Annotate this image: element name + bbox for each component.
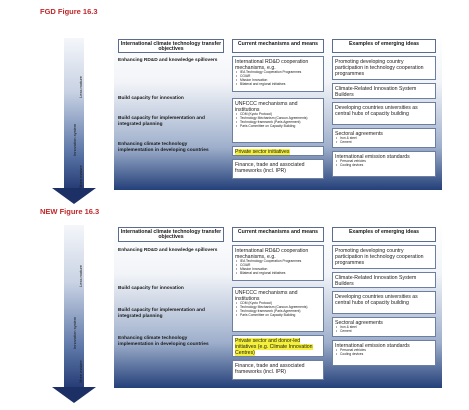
axis-label: Innovation system bbox=[72, 316, 77, 349]
idea-universities-box: Developing countries universities as central hubs of capacity building bbox=[332, 102, 436, 125]
list-item: • Paris Committee on Capacity Building bbox=[235, 125, 321, 129]
mechanism-private-text: Private sector initiatives bbox=[235, 148, 290, 155]
mechanism-rdd-title: International RD&D cooperation mechanisms, e.g. bbox=[235, 247, 309, 260]
objective-developing: Enhancing climate technology implementation in developing countries bbox=[118, 142, 209, 153]
idea-sectoral-list bbox=[335, 326, 433, 334]
list-item: • Iron & steel bbox=[335, 137, 433, 141]
objective-innovation: Build capacity for innovation bbox=[118, 286, 184, 291]
mechanism-rdd-list bbox=[235, 260, 321, 275]
mechanism-rdd-title: International RD&D cooperation mechanisms, e.g. bbox=[235, 58, 309, 71]
idea-emission-list bbox=[335, 160, 433, 168]
list-item: • CGIAR bbox=[235, 75, 321, 79]
idea-emission-list bbox=[335, 349, 433, 357]
idea-sectoral-box bbox=[332, 128, 436, 148]
list-item: • Technology framework (Paris Agreement) bbox=[235, 121, 321, 125]
list-item: • Cooling devices bbox=[335, 353, 433, 357]
list-item: • Bilateral and regional initiatives bbox=[235, 272, 321, 276]
maturity-arrow bbox=[52, 225, 96, 405]
header-objectives: International climate technology transfer objectives bbox=[118, 39, 224, 53]
mechanism-private-text: Private sector and donor-led initiatives (e.g. Climate Innovation Centres) bbox=[235, 337, 313, 356]
list-item: • Technology Mechanism (Cancun Agreements) bbox=[235, 306, 321, 310]
header-mechanisms: Current mechanisms and means bbox=[232, 39, 324, 53]
idea-promoting-box: Promoting developing country participation in technology cooperation programmes bbox=[332, 56, 436, 80]
list-item: • CDM (Kyoto Protocol) bbox=[235, 302, 321, 306]
idea-sectoral-list bbox=[335, 137, 433, 145]
mechanism-unfccc-list bbox=[235, 302, 321, 317]
idea-sectoral-title: Sectoral agreements bbox=[335, 319, 383, 326]
axis-bottom-label: More mature bbox=[78, 165, 83, 188]
mechanism-finance-box bbox=[232, 360, 324, 380]
idea-builders-box: Climate-Related Innovation System Builders bbox=[332, 83, 436, 99]
list-item: • Mission Innovation bbox=[235, 79, 321, 83]
objective-innovation: Build capacity for innovation bbox=[118, 96, 184, 101]
header-mechanisms: Current mechanisms and means bbox=[232, 227, 324, 242]
list-item: • Personal vehicles bbox=[335, 349, 433, 353]
mechanism-private-box bbox=[232, 335, 324, 357]
idea-emission-title: International emission standards bbox=[335, 342, 410, 349]
header-objectives: International climate technology transfer objectives bbox=[118, 227, 224, 242]
mechanism-unfccc-box bbox=[232, 287, 324, 332]
mechanism-unfccc-box bbox=[232, 98, 324, 143]
idea-promoting-box: Promoting developing country participation in technology cooperation programmes bbox=[332, 245, 436, 269]
mechanism-unfccc-list bbox=[235, 113, 321, 128]
objective-rdd: Enhancing RD&D and knowledge spillovers bbox=[118, 58, 218, 63]
list-item: • Cement bbox=[335, 330, 433, 334]
figure-label: NEW Figure 16.3 bbox=[40, 207, 100, 216]
axis-bottom-label: More mature bbox=[78, 360, 83, 383]
list-item: • Cement bbox=[335, 141, 433, 145]
axis-top-label: Less mature bbox=[78, 264, 83, 287]
objective-developing: Enhancing climate technology implementation in developing countries bbox=[118, 336, 209, 347]
list-item: • CGIAR bbox=[235, 264, 321, 268]
list-item: • Technology Mechanism (Cancun Agreements) bbox=[235, 117, 321, 121]
list-item: • Paris Committee on Capacity Building bbox=[235, 314, 321, 318]
idea-universities-box: Developing countries universities as central hubs of capacity building bbox=[332, 291, 436, 314]
maturity-arrow bbox=[52, 38, 96, 206]
arrow-head bbox=[52, 387, 96, 403]
idea-emission-title: International emission standards bbox=[335, 153, 410, 160]
figure-new bbox=[0, 205, 469, 410]
idea-emission-box bbox=[332, 151, 436, 177]
mechanism-rdd-list bbox=[235, 71, 321, 86]
arrow-head bbox=[52, 188, 96, 204]
list-item: • Mission Innovation bbox=[235, 268, 321, 272]
idea-emission-box bbox=[332, 340, 436, 366]
mechanism-unfccc-title: UNFCCC mechanisms and institutions bbox=[235, 289, 298, 302]
header-ideas: Examples of emerging ideas bbox=[332, 227, 436, 242]
mechanism-private-box bbox=[232, 146, 324, 156]
figure-label: FGD Figure 16.3 bbox=[40, 7, 98, 16]
list-item: • CDM (Kyoto Protocol) bbox=[235, 113, 321, 117]
figure-panel bbox=[114, 224, 442, 388]
list-item: • IEA Technology Cooperation Programmes bbox=[235, 71, 321, 75]
idea-sectoral-box bbox=[332, 317, 436, 337]
idea-builders-box: Climate-Related Innovation System Builders bbox=[332, 272, 436, 288]
axis-top-label: Less mature bbox=[78, 75, 83, 98]
mechanism-finance-text: Finance, trade and associated frameworks (incl. IPR) bbox=[235, 362, 305, 375]
objective-rdd: Enhancing RD&D and knowledge spillovers bbox=[118, 248, 218, 253]
header-ideas: Examples of emerging ideas bbox=[332, 39, 436, 53]
figure-panel bbox=[114, 36, 442, 190]
objective-implementation: Build capacity for implementation and integrated planning bbox=[118, 308, 205, 319]
list-item: • IEA Technology Cooperation Programmes bbox=[235, 260, 321, 264]
list-item: • Iron & steel bbox=[335, 326, 433, 330]
idea-sectoral-title: Sectoral agreements bbox=[335, 130, 383, 137]
list-item: • Cooling devices bbox=[335, 164, 433, 168]
figure-fgd bbox=[0, 0, 469, 200]
mechanism-rdd-box bbox=[232, 56, 324, 92]
mechanism-unfccc-title: UNFCCC mechanisms and institutions bbox=[235, 100, 298, 113]
list-item: • Personal vehicles bbox=[335, 160, 433, 164]
mechanism-finance-text: Finance, trade and associated frameworks (incl. IPR) bbox=[235, 161, 305, 174]
mechanism-rdd-box bbox=[232, 245, 324, 281]
mechanism-finance-box bbox=[232, 159, 324, 179]
list-item: • Technology framework (Paris Agreement) bbox=[235, 310, 321, 314]
objective-implementation: Build capacity for implementation and integrated planning bbox=[118, 116, 205, 127]
axis-label: Innovation system bbox=[72, 123, 77, 156]
list-item: • Bilateral and regional initiatives bbox=[235, 83, 321, 87]
